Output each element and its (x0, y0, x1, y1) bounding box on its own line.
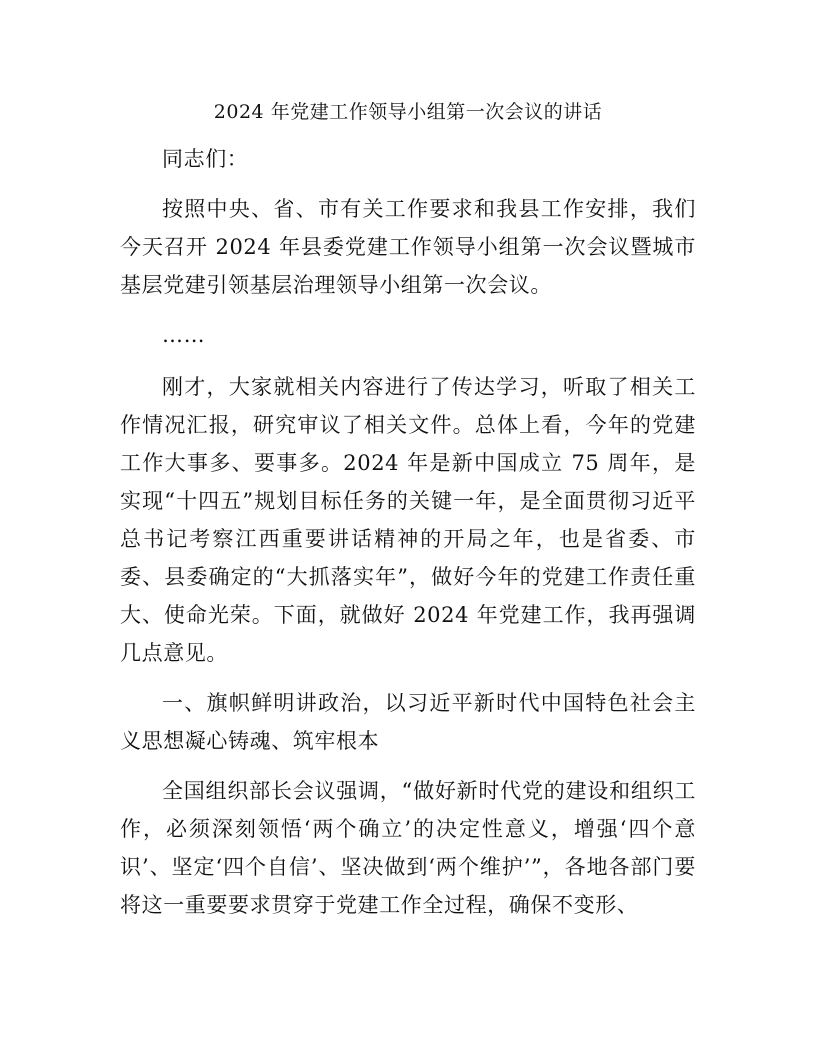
document-title: 2024 年党建工作领导小组第一次会议的讲话 (213, 101, 603, 123)
paragraph-section-1: 全国组织部长会议强调，“做好新时代党的建设和组织工作，必须深刻领悟‘两个确立’的决定性意义，增强‘四个意识’、坚定‘四个自信’、坚决做到‘两个维护’”，各地各部门要将这一重要要求贯穿于党建工作全过程，确保不变形、 (120, 779, 696, 917)
document-body (120, 140, 696, 936)
paragraph-overview: 刚才，大家就相关内容进行了传达学习，听取了相关工作情况汇报，研究审议了相关文件。总体上看，今年的党建工作大事多、要事多。2024 年是新中国成立 75 周年，是实现“十四五”规划目标任务的关键一年，是全面贯彻习近平总书记考察江西重要讲话精神的开局之年，也是省委、市委、县委确定的“大抓落实年”，做好今年的党建工作责任重大、使命光荣。下面，就做好 2024 年党建工作，我再强调几点意见。 (120, 375, 696, 665)
paragraph-opening: 按照中央、省、市有关工作要求和我县工作安排，我们今天召开 2024 年县委党建工作领导小组第一次会议暨城市基层党建引领基层治理领导小组第一次会议。 (120, 197, 696, 297)
section-heading-1: 一、旗帜鲜明讲政治，以习近平新时代中国特色社会主义思想凝心铸魂、筑牢根本 (120, 691, 696, 753)
salutation: 同志们： (162, 147, 249, 171)
paragraph-ellipsis: …… (162, 323, 206, 347)
